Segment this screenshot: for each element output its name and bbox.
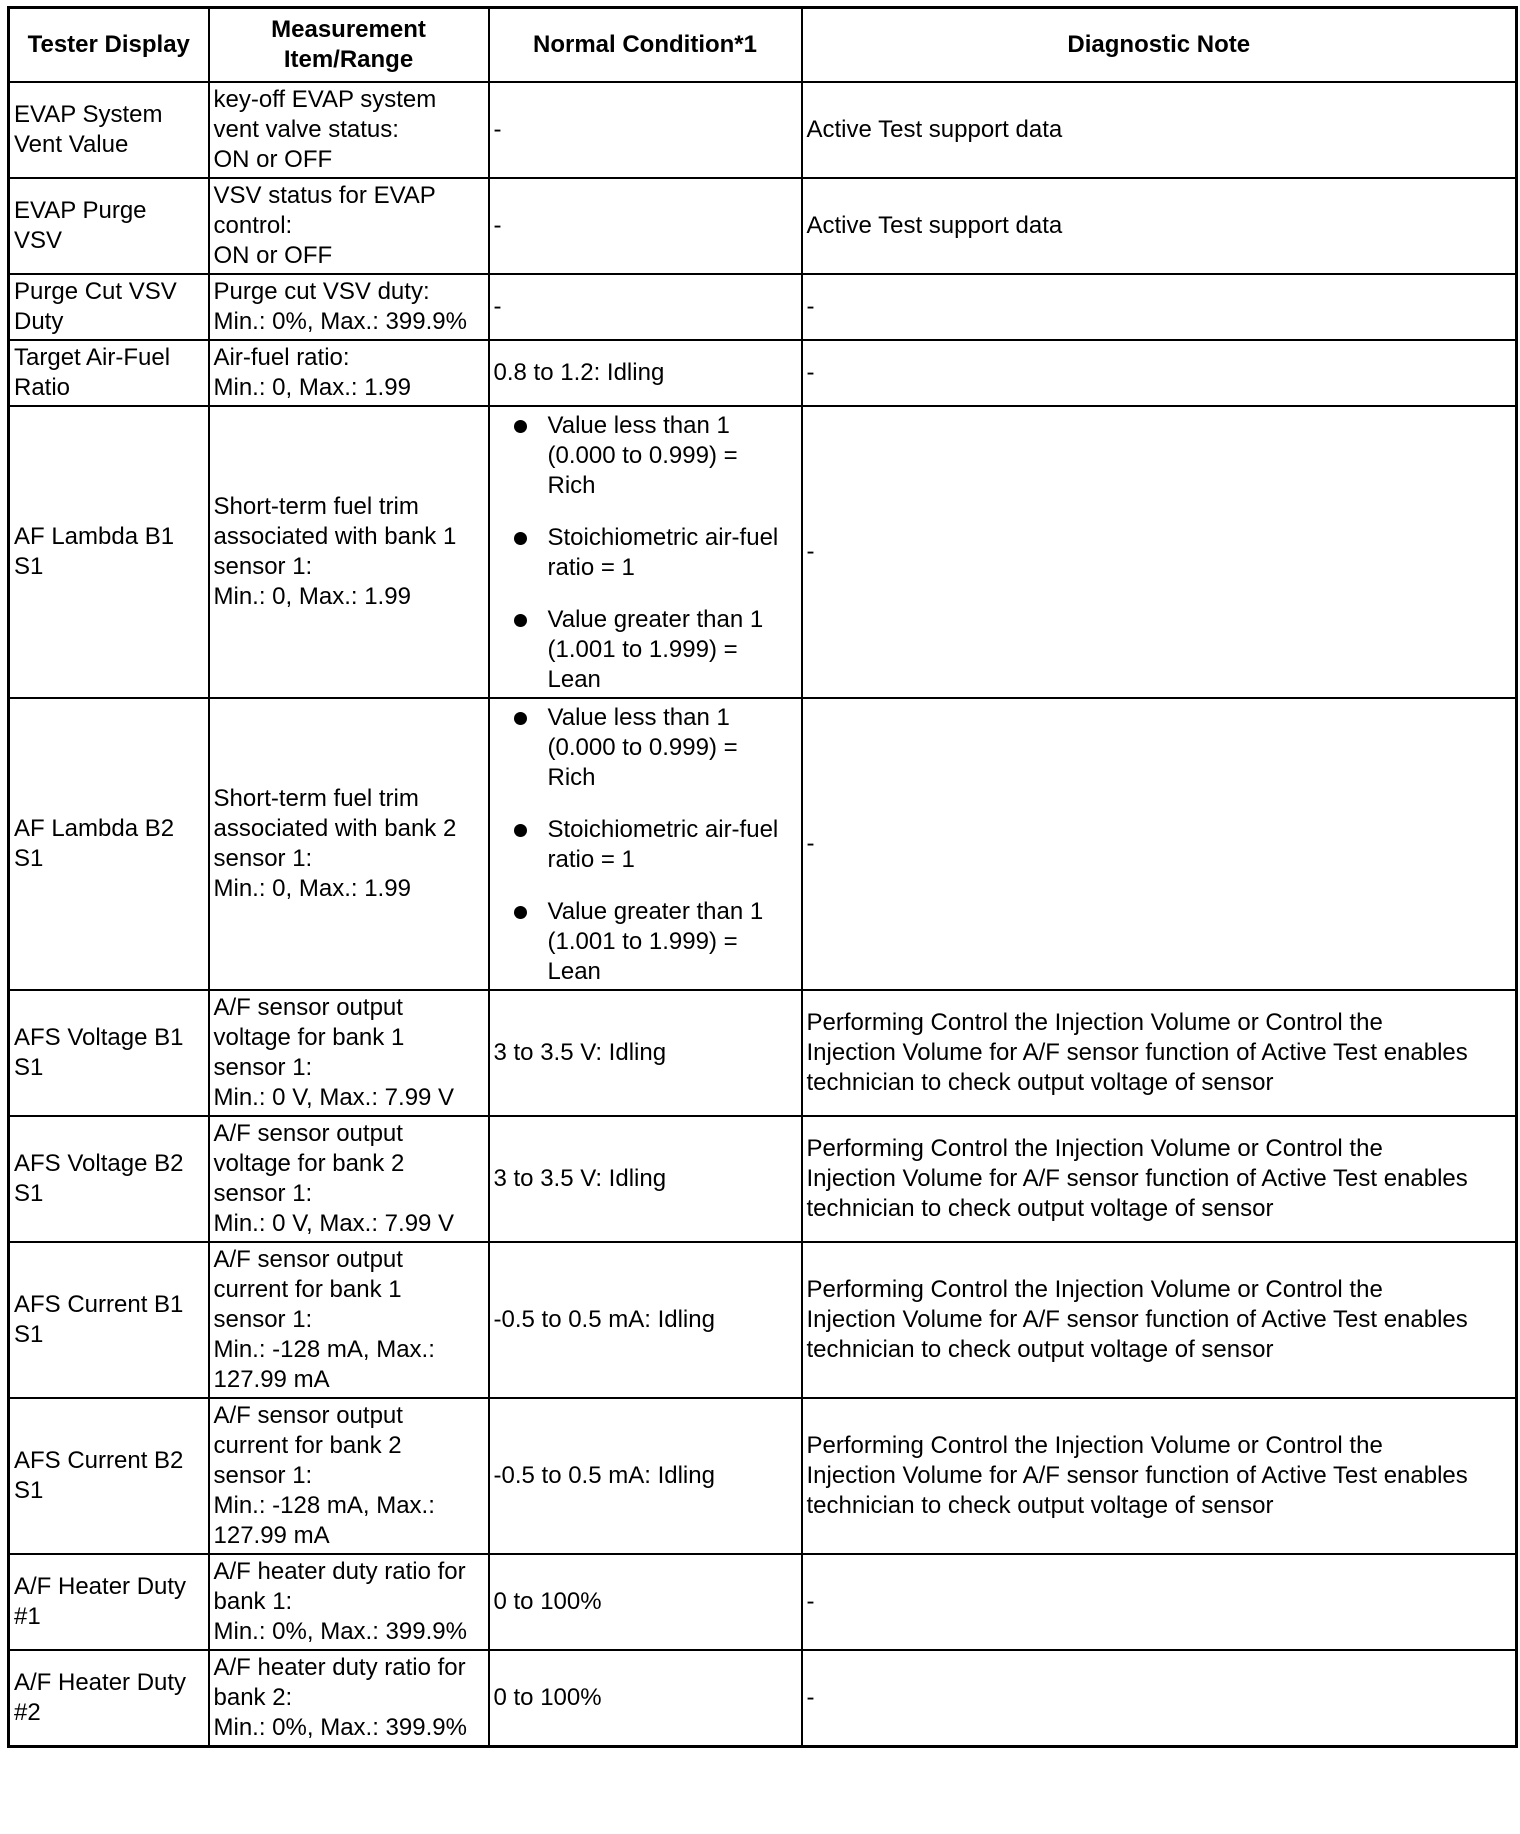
measurement-text: Min.: 0 V, Max.: 7.99 V	[213, 1083, 455, 1111]
normal-condition-text: -	[493, 115, 502, 143]
diagnostic-note-cell	[802, 1242, 1517, 1398]
tester-display-text: #2	[14, 1698, 41, 1726]
tester-display-text: AF Lambda B1	[14, 522, 175, 550]
header-tester-display-label: Tester Display	[27, 30, 190, 58]
tester-display-text: VSV	[14, 226, 63, 254]
normal-condition-item	[494, 703, 797, 793]
normal-condition-text: (1.001 to 1.999) =	[547, 927, 738, 955]
header-diagnostic-note	[802, 8, 1517, 82]
normal-condition-text: 0.8 to 1.2: Idling	[493, 358, 665, 386]
normal-condition-text: -	[493, 211, 502, 239]
table-row	[9, 340, 1517, 406]
measurement-text: Min.: 0, Max.: 1.99	[213, 373, 411, 401]
measurement-text: sensor 1:	[213, 1053, 313, 1081]
measurement-cell	[209, 1554, 489, 1650]
diagnostic-note-text: technician to check output voltage of sensor	[806, 1335, 1274, 1363]
table-row	[9, 406, 1517, 698]
normal-condition-text: Stoichiometric air-fuel	[547, 523, 779, 551]
normal-condition-item	[494, 815, 797, 875]
tester-display-text: EVAP System	[14, 100, 163, 128]
table-row	[9, 1554, 1517, 1650]
diagnostic-note-cell	[802, 1116, 1517, 1242]
normal-condition-text: Value greater than 1	[547, 897, 764, 925]
table-row	[9, 1650, 1517, 1747]
diagnostic-table-container	[7, 6, 1515, 1748]
table-row	[9, 1116, 1517, 1242]
table-row	[9, 274, 1517, 340]
normal-condition-text: (0.000 to 0.999) =	[547, 733, 738, 761]
tester-display-cell	[9, 1242, 209, 1398]
diagnostic-note-cell	[802, 340, 1517, 406]
measurement-text: Min.: 0%, Max.: 399.9%	[213, 1617, 467, 1645]
normal-condition-text: -0.5 to 0.5 mA: Idling	[493, 1461, 715, 1489]
normal-condition-list	[494, 411, 797, 695]
tester-display-text: A/F Heater Duty	[14, 1572, 187, 1600]
normal-condition-cell	[489, 1398, 802, 1554]
diagnostic-note-cell	[802, 406, 1517, 698]
tester-display-cell	[9, 990, 209, 1116]
diagnostic-note-text: technician to check output voltage of sensor	[806, 1068, 1274, 1096]
normal-condition-text: Value greater than 1	[547, 605, 764, 633]
normal-condition-cell	[489, 82, 802, 178]
diagnostic-note-text: -	[806, 537, 815, 565]
table-row	[9, 178, 1517, 274]
bullet-icon	[514, 824, 527, 837]
bullet-icon	[514, 532, 527, 545]
tester-display-cell	[9, 178, 209, 274]
measurement-text: A/F sensor output	[213, 1119, 403, 1147]
diagnostic-note-cell	[802, 178, 1517, 274]
normal-condition-text: 3 to 3.5 V: Idling	[493, 1038, 667, 1066]
diagnostic-note-text: -	[806, 358, 815, 386]
measurement-text: bank 1:	[213, 1587, 293, 1615]
measurement-text: A/F sensor output	[213, 1245, 403, 1273]
measurement-text: A/F sensor output	[213, 1401, 403, 1429]
measurement-cell	[209, 1650, 489, 1747]
measurement-text: Min.: -128 mA, Max.:	[213, 1491, 435, 1519]
normal-condition-text: Rich	[547, 763, 596, 791]
measurement-cell	[209, 698, 489, 990]
normal-condition-item	[494, 411, 797, 501]
tester-display-cell	[9, 340, 209, 406]
measurement-text: 127.99 mA	[213, 1365, 330, 1393]
normal-condition-cell	[489, 274, 802, 340]
measurement-cell	[209, 274, 489, 340]
diagnostic-note-text: Active Test support data	[806, 115, 1063, 143]
normal-condition-cell	[489, 1242, 802, 1398]
tester-display-cell	[9, 274, 209, 340]
diagnostic-note-cell	[802, 1398, 1517, 1554]
measurement-text: Air-fuel ratio:	[213, 343, 350, 371]
measurement-cell	[209, 82, 489, 178]
diagnostic-note-text: -	[806, 292, 815, 320]
diagnostic-note-text: technician to check output voltage of sensor	[806, 1194, 1274, 1222]
measurement-text: Min.: 0, Max.: 1.99	[213, 582, 411, 610]
normal-condition-cell	[489, 1650, 802, 1747]
normal-condition-text: Rich	[547, 471, 596, 499]
table-row	[9, 82, 1517, 178]
measurement-text: ON or OFF	[213, 241, 333, 269]
tester-display-text: Vent Value	[14, 130, 129, 158]
normal-condition-cell	[489, 698, 802, 990]
measurement-cell	[209, 406, 489, 698]
normal-condition-text: (1.001 to 1.999) =	[547, 635, 738, 663]
measurement-text: current for bank 1	[213, 1275, 402, 1303]
tester-display-cell	[9, 82, 209, 178]
diagnostic-note-text: Performing Control the Injection Volume or Control the	[806, 1008, 1383, 1036]
normal-condition-text: ratio = 1	[547, 553, 635, 581]
measurement-text: associated with bank 1	[213, 522, 457, 550]
diagnostic-note-text: Performing Control the Injection Volume or Control the	[806, 1275, 1383, 1303]
measurement-text: bank 2:	[213, 1683, 293, 1711]
measurement-text: current for bank 2	[213, 1431, 402, 1459]
header-measurement-item-label: Measurement Item/Range	[271, 15, 426, 73]
measurement-text: ON or OFF	[213, 145, 333, 173]
normal-condition-text: Lean	[547, 957, 601, 985]
header-tester-display	[9, 8, 209, 82]
diagnostic-note-cell	[802, 1554, 1517, 1650]
normal-condition-cell	[489, 1554, 802, 1650]
diagnostic-note-cell	[802, 1650, 1517, 1747]
table-row	[9, 1242, 1517, 1398]
tester-display-text: AF Lambda B2	[14, 814, 175, 842]
measurement-text: control:	[213, 211, 293, 239]
normal-condition-text: -0.5 to 0.5 mA: Idling	[493, 1305, 715, 1333]
normal-condition-item	[494, 523, 797, 583]
normal-condition-text: 0 to 100%	[493, 1587, 602, 1615]
diagnostic-note-text: -	[806, 829, 815, 857]
normal-condition-cell	[489, 178, 802, 274]
tester-display-cell	[9, 698, 209, 990]
measurement-text: voltage for bank 1	[213, 1023, 405, 1051]
table-row	[9, 1398, 1517, 1554]
measurement-text: A/F heater duty ratio for	[213, 1557, 466, 1585]
measurement-text: Short-term fuel trim	[213, 784, 419, 812]
measurement-cell	[209, 1398, 489, 1554]
measurement-text: sensor 1:	[213, 844, 313, 872]
normal-condition-cell	[489, 340, 802, 406]
normal-condition-text: (0.000 to 0.999) =	[547, 441, 738, 469]
diagnostic-note-cell	[802, 274, 1517, 340]
tester-display-text: Purge Cut VSV	[14, 277, 177, 305]
diagnostic-note-cell	[802, 82, 1517, 178]
measurement-text: A/F heater duty ratio for	[213, 1653, 466, 1681]
tester-display-text: S1	[14, 1053, 44, 1081]
tester-display-text: S1	[14, 1179, 44, 1207]
diagnostic-note-text: Injection Volume for A/F sensor function of Active Test enables	[806, 1305, 1468, 1333]
diagnostic-note-text: -	[806, 1683, 815, 1711]
normal-condition-cell	[489, 406, 802, 698]
measurement-cell	[209, 340, 489, 406]
measurement-text: Purge cut VSV duty:	[213, 277, 430, 305]
tester-display-text: Ratio	[14, 373, 71, 401]
measurement-text: Min.: 0, Max.: 1.99	[213, 874, 411, 902]
header-normal-condition-label: Normal Condition*1	[532, 30, 757, 58]
diagnostic-note-text: Injection Volume for A/F sensor function of Active Test enables	[806, 1461, 1468, 1489]
tester-display-cell	[9, 1116, 209, 1242]
tester-display-text: S1	[14, 552, 44, 580]
diagnostic-note-text: technician to check output voltage of sensor	[806, 1491, 1274, 1519]
normal-condition-text: Lean	[547, 665, 601, 693]
measurement-cell	[209, 1242, 489, 1398]
tester-display-text: S1	[14, 1476, 44, 1504]
measurement-text: vent valve status:	[213, 115, 399, 143]
diagnostic-note-text: Injection Volume for A/F sensor function of Active Test enables	[806, 1164, 1468, 1192]
normal-condition-text: Stoichiometric air-fuel	[547, 815, 779, 843]
tester-display-cell	[9, 1398, 209, 1554]
bullet-icon	[514, 712, 527, 725]
tester-display-text: S1	[14, 1320, 44, 1348]
header-diagnostic-note-label: Diagnostic Note	[1067, 30, 1251, 58]
measurement-text: Min.: 0%, Max.: 399.9%	[213, 1713, 467, 1741]
tester-display-text: S1	[14, 844, 44, 872]
tester-display-cell	[9, 1650, 209, 1747]
tester-display-text: Target Air-Fuel	[14, 343, 171, 371]
normal-condition-text: 0 to 100%	[493, 1683, 602, 1711]
diagnostic-note-cell	[802, 990, 1517, 1116]
table-row	[9, 990, 1517, 1116]
normal-condition-text: 3 to 3.5 V: Idling	[493, 1164, 667, 1192]
tester-display-text: AFS Voltage B2	[14, 1149, 184, 1177]
normal-condition-text: -	[493, 292, 502, 320]
normal-condition-text: Value less than 1	[547, 703, 730, 731]
measurement-text: Min.: 0%, Max.: 399.9%	[213, 307, 467, 335]
tester-display-text: AFS Current B1	[14, 1290, 184, 1318]
bullet-icon	[514, 906, 527, 919]
diagnostic-note-cell	[802, 698, 1517, 990]
header-measurement-item	[209, 8, 489, 82]
measurement-text: key-off EVAP system	[213, 85, 437, 113]
tester-display-cell	[9, 1554, 209, 1650]
tester-display-text: A/F Heater Duty	[14, 1668, 187, 1696]
measurement-cell	[209, 178, 489, 274]
tester-display-cell	[9, 406, 209, 698]
table-row	[9, 698, 1517, 990]
bullet-icon	[514, 614, 527, 627]
measurement-text: voltage for bank 2	[213, 1149, 405, 1177]
measurement-text: Min.: 0 V, Max.: 7.99 V	[213, 1209, 455, 1237]
measurement-text: sensor 1:	[213, 1461, 313, 1489]
diagnostic-note-text: Injection Volume for A/F sensor function of Active Test enables	[806, 1038, 1468, 1066]
normal-condition-cell	[489, 1116, 802, 1242]
measurement-text: associated with bank 2	[213, 814, 457, 842]
measurement-text: Short-term fuel trim	[213, 492, 419, 520]
measurement-text: sensor 1:	[213, 552, 313, 580]
measurement-cell	[209, 1116, 489, 1242]
diagnostic-note-text: Performing Control the Injection Volume or Control the	[806, 1134, 1383, 1162]
bullet-icon	[514, 420, 527, 433]
measurement-text: VSV status for EVAP	[213, 181, 436, 209]
header-normal-condition	[489, 8, 802, 82]
data-list-table	[7, 6, 1518, 1748]
measurement-text: 127.99 mA	[213, 1521, 330, 1549]
tester-display-text: Duty	[14, 307, 64, 335]
normal-condition-list	[494, 703, 797, 987]
header-row	[9, 8, 1517, 82]
tester-display-text: AFS Current B2	[14, 1446, 184, 1474]
measurement-text: A/F sensor output	[213, 993, 403, 1021]
tester-display-text: EVAP Purge	[14, 196, 147, 224]
diagnostic-note-text: Performing Control the Injection Volume or Control the	[806, 1431, 1383, 1459]
measurement-text: sensor 1:	[213, 1305, 313, 1333]
normal-condition-text: ratio = 1	[547, 845, 635, 873]
normal-condition-item	[494, 605, 797, 695]
diagnostic-note-text: -	[806, 1587, 815, 1615]
tester-display-text: AFS Voltage B1	[14, 1023, 184, 1051]
diagnostic-note-text: Active Test support data	[806, 211, 1063, 239]
normal-condition-text: Value less than 1	[547, 411, 730, 439]
measurement-text: Min.: -128 mA, Max.:	[213, 1335, 435, 1363]
normal-condition-item	[494, 897, 797, 987]
tester-display-text: #1	[14, 1602, 41, 1630]
normal-condition-cell	[489, 990, 802, 1116]
measurement-cell	[209, 990, 489, 1116]
measurement-text: sensor 1:	[213, 1179, 313, 1207]
